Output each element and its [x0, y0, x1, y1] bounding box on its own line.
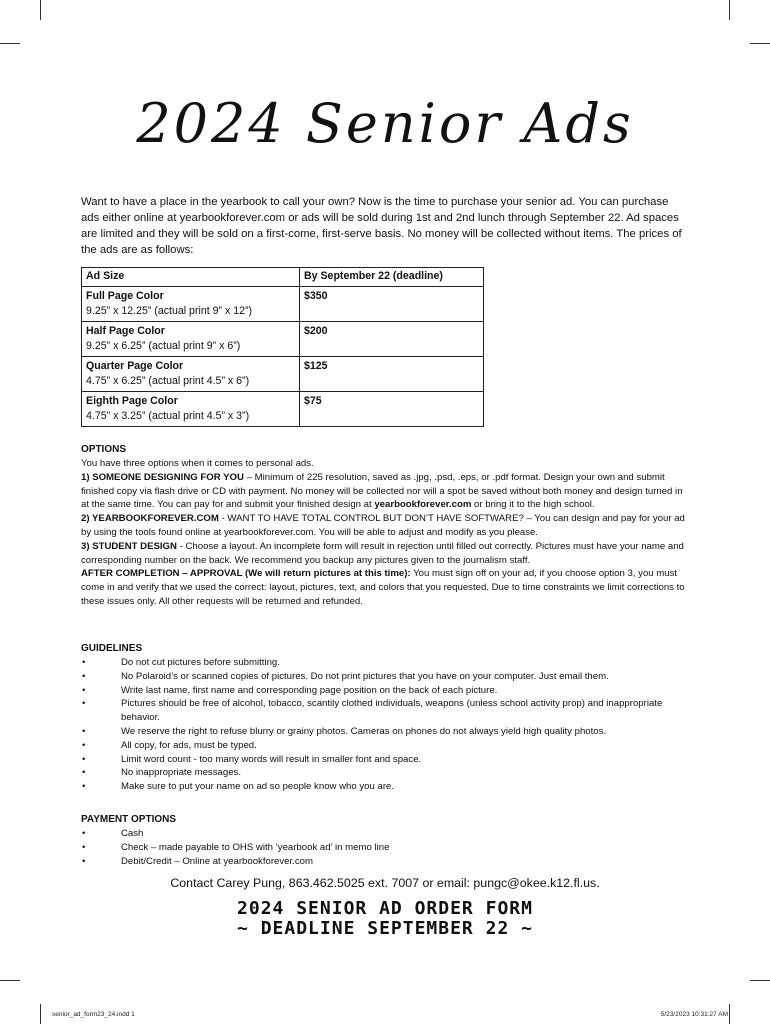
list-item — [81, 780, 686, 794]
guideline-text: Pictures should be free of alcohol, tobacco, scantily clothed individuals, weapons (unless school activity prop) and inappropriate behavior. — [121, 698, 663, 724]
guideline-text: No Polaroid’s or scanned copies of pictures. Do not print pictures that you have on your computer. Just email them. — [121, 670, 609, 682]
bullet-icon: • — [82, 684, 86, 696]
crop-mark — [729, 0, 730, 20]
list-item — [81, 739, 686, 753]
intro-paragraph: Want to have a place in the yearbook to call your own? Now is the time to purchase your senior ad. You can purchase ads either online at yearbookforever.com or ads will be sold during 1st and 2nd lunch through September 22. Ad spaces are limited and they will be sold on a first-come, first-serve basis. No money will be collected without items. The prices of the ads are as follows: — [81, 196, 682, 256]
guideline-text: Write last name, first name and corresponding page position on the back of each picture. — [121, 684, 498, 696]
option-2-text: - WANT TO HAVE TOTAL CONTROL BUT DON’T HAVE SOFTWARE? – You can design and pay for your ad by using the tools found online at yearbookforever.com. You will be able to adjust and modify as you please. — [81, 513, 685, 538]
yearbookforever-link[interactable]: yearbookforever.com — [374, 499, 472, 511]
ad-size-name: Full Page Color — [86, 290, 164, 302]
payment-option-text: Cash — [121, 828, 144, 839]
print-timestamp: 5/23/2023 10:31:27 AM — [660, 1011, 728, 1018]
table-row — [82, 287, 484, 322]
list-item — [81, 753, 686, 767]
crop-mark — [40, 1004, 41, 1024]
bullet-icon: • — [82, 725, 86, 737]
guidelines-section — [81, 642, 686, 794]
ad-price: $125 — [300, 357, 484, 392]
bullet-icon: • — [82, 828, 86, 839]
crop-mark — [729, 1004, 730, 1024]
ad-price: $200 — [300, 322, 484, 357]
list-item — [81, 697, 686, 725]
table-row — [82, 392, 484, 427]
guideline-text: No inappropriate messages. — [121, 767, 241, 779]
option-2 — [81, 512, 686, 540]
bullet-icon: • — [82, 767, 86, 779]
option-1-text: – Minimum of 225 resolution, saved as .jpg, .psd, .eps, or .pdf format. Design your own and submit finished copy via flash drive or CD with payment. No money will be collected nor will a spot be saved without both money and design turned in at the same time. You can pay for and submit your finished design at — [81, 471, 683, 511]
option-3 — [81, 540, 686, 568]
options-intro: You have three options when it comes to personal ads. — [81, 458, 314, 469]
page-title: 2024 Senior Ads — [136, 92, 634, 155]
payment-heading: PAYMENT OPTIONS — [81, 814, 177, 825]
ad-size-dimensions: 9.25” x 6.25” (actual print 9” x 6”) — [86, 340, 241, 352]
ad-size-cell — [82, 322, 300, 357]
order-form-title: 2024 SENIOR AD ORDER FORM — [237, 898, 533, 919]
list-item — [81, 725, 686, 739]
ad-size-name: Half Page Color — [86, 325, 165, 337]
ad-size-cell — [82, 357, 300, 392]
ad-size-cell — [82, 392, 300, 427]
column-header: By September 22 (deadline) — [300, 268, 484, 287]
ad-size-cell — [82, 287, 300, 322]
list-item — [81, 670, 686, 684]
option-1-label: 1) SOMEONE DESIGNING FOR YOU — [81, 471, 244, 483]
list-item — [81, 766, 686, 780]
guideline-text: Make sure to put your name on ad so people know who you are. — [121, 781, 395, 793]
guidelines-heading: GUIDELINES — [81, 643, 143, 654]
after-completion-label: AFTER COMPLETION – APPROVAL (We will return pictures at this time): — [81, 568, 411, 580]
option-3-text: - Choose a layout. An incomplete form will result in rejection until filled out correctly. Pictures must have your name and corresponding number on the back. We recommend you backup any pictures given to the journalism staff. — [81, 540, 684, 566]
option-1 — [81, 471, 686, 512]
bullet-icon: • — [82, 855, 86, 867]
bullet-icon: • — [82, 781, 86, 793]
options-heading: OPTIONS — [81, 444, 127, 455]
guideline-text: Do not cut pictures before submitting. — [121, 657, 280, 668]
table-row — [82, 322, 484, 357]
ad-price: $350 — [300, 287, 484, 322]
guideline-text: Limit word count - too many words will result in smaller font and space. — [121, 753, 422, 765]
bullet-icon: • — [82, 670, 86, 682]
bullet-icon: • — [82, 753, 86, 765]
crop-mark — [0, 43, 20, 44]
option-3-label: 3) STUDENT DESIGN — [81, 540, 177, 552]
list-item — [81, 827, 686, 841]
payment-section — [81, 813, 686, 868]
crop-mark — [0, 980, 20, 981]
price-table — [81, 267, 484, 427]
bullet-icon: • — [82, 739, 86, 751]
bullet-icon: • — [82, 698, 86, 710]
guideline-text: All copy, for ads, must be typed. — [121, 739, 257, 751]
option-2-label: 2) YEARBOOKFOREVER.COM — [81, 513, 219, 525]
options-section — [81, 443, 686, 609]
table-header-row — [82, 268, 484, 287]
list-item — [81, 684, 686, 698]
ad-size-dimensions: 4.75” x 6.25” (actual print 4.5” x 6”) — [86, 375, 250, 387]
ad-price: $75 — [300, 392, 484, 427]
payment-option-text: Check – made payable to OHS with ‘yearbook ad’ in memo line — [121, 841, 390, 853]
crop-mark — [40, 0, 41, 20]
payment-list — [81, 827, 686, 868]
list-item — [81, 855, 686, 869]
ad-size-name: Eighth Page Color — [86, 395, 178, 407]
ad-size-name: Quarter Page Color — [86, 360, 184, 372]
guidelines-list — [81, 656, 686, 794]
table-row — [82, 357, 484, 392]
payment-option-text: Debit/Credit – Online at yearbookforever.com — [121, 855, 313, 867]
list-item — [81, 841, 686, 855]
ad-size-dimensions: 9.25” x 12.25” (actual print 9” x 12”) — [86, 305, 253, 317]
after-completion-text: You must sign off on your ad, if you choose option 3, you must come in and verify that we used the correct: layout, pictures, text, and colors that you requested. Due to time constraints we limit corrections to these issues only. All other requests will be returned and refunded. — [81, 568, 685, 607]
guideline-text: We reserve the right to refuse blurry or grainy photos. Cameras on phones do not always yield high quality photos. — [121, 725, 607, 737]
order-form-deadline: ~ DEADLINE SEPTEMBER 22 ~ — [237, 918, 533, 939]
after-completion — [81, 567, 686, 608]
option-1-tail: or bring it to the high school. — [471, 499, 595, 511]
bullet-icon: • — [82, 841, 86, 853]
crop-mark — [750, 43, 770, 44]
column-header: Ad Size — [82, 268, 300, 287]
list-item — [81, 656, 686, 670]
contact-line: Contact Carey Pung, 863.462.5025 ext. 7007 or email: pungc@okee.k12.fl.us. — [170, 876, 600, 890]
ad-size-dimensions: 4.75” x 3.25” (actual print 4.5” x 3”) — [86, 410, 250, 422]
crop-mark — [750, 980, 770, 981]
bullet-icon: • — [82, 657, 86, 668]
file-slug: senior_ad_form23_24.indd 1 — [52, 1011, 135, 1018]
